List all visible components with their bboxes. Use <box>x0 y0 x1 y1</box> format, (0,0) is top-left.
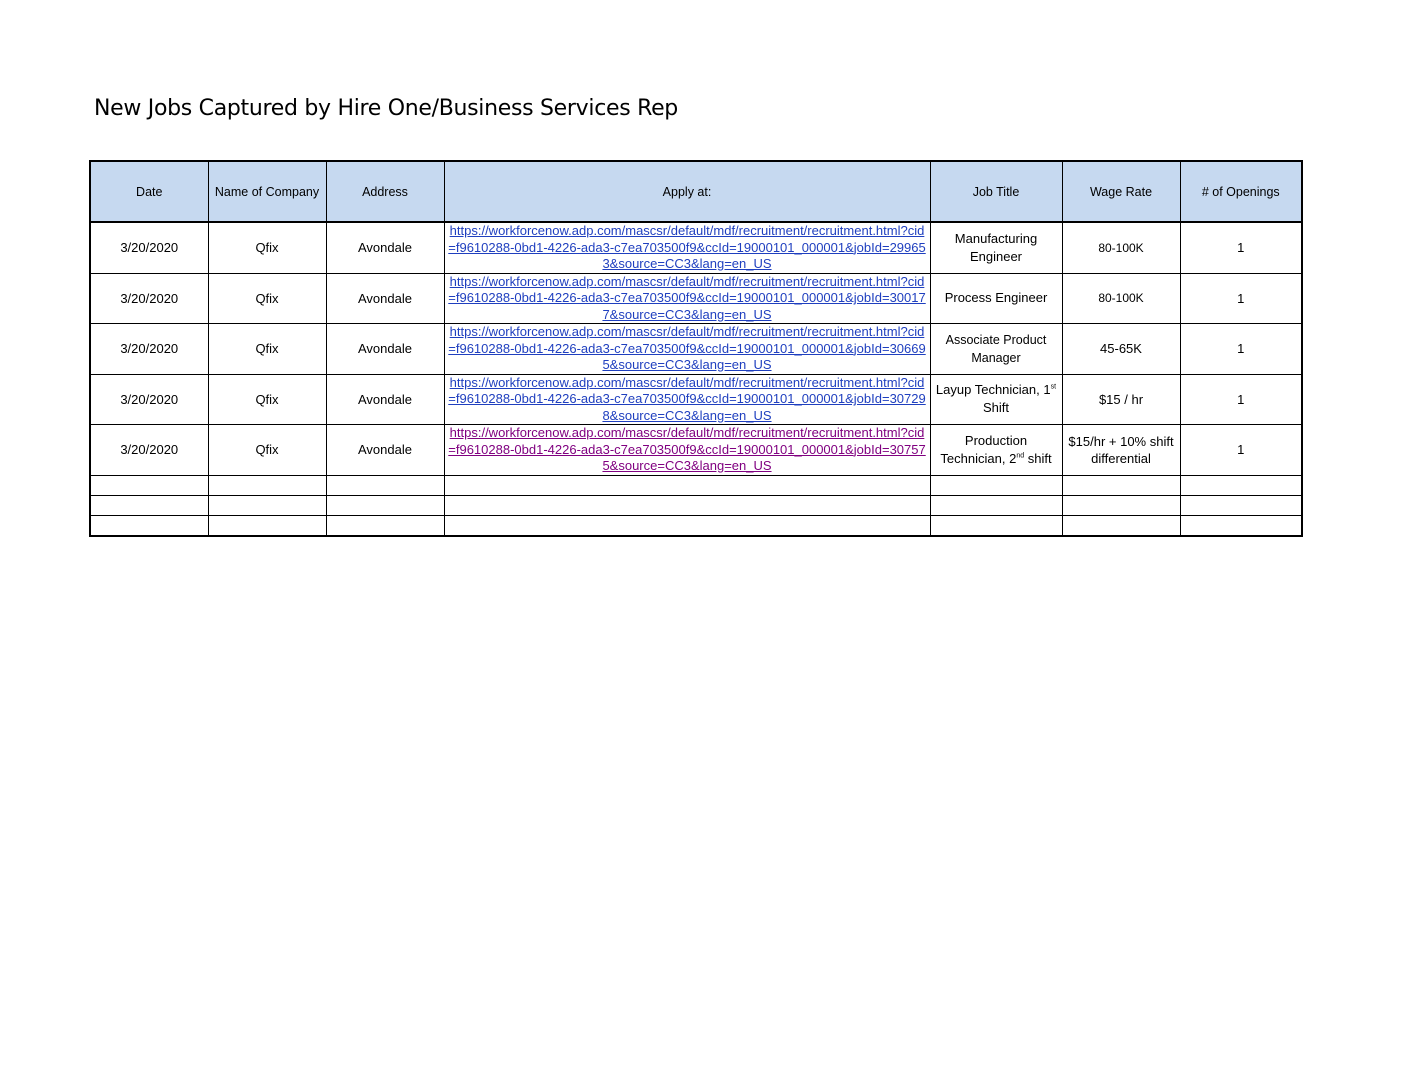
address-cell: Avondale <box>326 425 444 476</box>
empty-cell <box>1062 515 1180 536</box>
empty-cell <box>90 475 208 495</box>
header-date: Date <box>90 161 208 222</box>
empty-cell <box>1180 495 1302 515</box>
empty-cell <box>326 475 444 495</box>
job-title-ordinal: nd <box>1016 452 1025 460</box>
company-cell: Qfix <box>208 425 326 476</box>
company-cell: Qfix <box>208 222 326 273</box>
table-row <box>90 374 1302 425</box>
header-job-title: Job Title <box>930 161 1062 222</box>
date-cell: 3/20/2020 <box>90 324 208 375</box>
wage-cell: 80-100K <box>1062 273 1180 324</box>
header-address: Address <box>326 161 444 222</box>
address-cell: Avondale <box>326 222 444 273</box>
job-title-cell <box>930 425 1062 476</box>
openings-cell: 1 <box>1180 222 1302 273</box>
empty-cell <box>90 515 208 536</box>
apply-link[interactable]: https://workforcenow.adp.com/mascsr/default/mdf/recruitment/recruitment.html?cid=f9610288-0bd1-4226-ada3-c7ea703500f9&ccId=19000101_000001&jobId=306695&source=CC3&lang=en_US <box>448 324 926 372</box>
jobs-table <box>89 160 1303 537</box>
empty-cell <box>1062 495 1180 515</box>
openings-cell: 1 <box>1180 374 1302 425</box>
empty-cell <box>1180 515 1302 536</box>
openings-cell: 1 <box>1180 324 1302 375</box>
date-cell: 3/20/2020 <box>90 222 208 273</box>
address-cell: Avondale <box>326 273 444 324</box>
empty-cell <box>1180 475 1302 495</box>
company-cell: Qfix <box>208 374 326 425</box>
header-wage: Wage Rate <box>1062 161 1180 222</box>
table-row <box>90 324 1302 375</box>
apply-cell <box>444 324 930 375</box>
apply-cell <box>444 222 930 273</box>
empty-cell <box>444 475 930 495</box>
empty-cell <box>90 495 208 515</box>
job-title-cell: Process Engineer <box>930 273 1062 324</box>
job-title-text: Production Technician, 2 <box>940 432 1028 466</box>
date-cell: 3/20/2020 <box>90 374 208 425</box>
company-cell: Qfix <box>208 324 326 375</box>
empty-cell <box>444 515 930 536</box>
wage-cell: 45-65K <box>1062 324 1180 375</box>
empty-cell <box>930 495 1062 515</box>
apply-link[interactable]: https://workforcenow.adp.com/mascsr/default/mdf/recruitment/recruitment.html?cid=f9610288-0bd1-4226-ada3-c7ea703500f9&ccId=19000101_000001&jobId=307298&source=CC3&lang=en_US <box>448 374 926 423</box>
empty-row <box>90 495 1302 515</box>
empty-cell <box>326 495 444 515</box>
apply-link[interactable]: https://workforcenow.adp.com/mascsr/default/mdf/recruitment/recruitment.html?cid=f9610288-0bd1-4226-ada3-c7ea703500f9&ccId=19000101_000001&jobId=307575&source=CC3&lang=en_US <box>448 425 926 473</box>
header-apply: Apply at: <box>444 161 930 222</box>
job-title-cell: Manufacturing Engineer <box>930 222 1062 273</box>
table-row <box>90 273 1302 324</box>
apply-cell <box>444 273 930 324</box>
address-cell: Avondale <box>326 324 444 375</box>
address-cell: Avondale <box>326 374 444 425</box>
wage-cell: $15 / hr <box>1062 374 1180 425</box>
company-cell: Qfix <box>208 273 326 324</box>
empty-cell <box>930 515 1062 536</box>
header-company: Name of Company <box>208 161 326 222</box>
job-title-ordinal: st <box>1050 383 1057 391</box>
job-title-cell <box>930 374 1062 425</box>
empty-cell <box>208 515 326 536</box>
empty-cell <box>930 475 1062 495</box>
table-row <box>90 425 1302 476</box>
openings-cell: 1 <box>1180 273 1302 324</box>
job-title-suffix: Shift <box>982 400 1009 416</box>
empty-row <box>90 475 1302 495</box>
wage-cell: 80-100K <box>1062 222 1180 273</box>
date-cell: 3/20/2020 <box>90 273 208 324</box>
header-openings: # of Openings <box>1180 161 1302 222</box>
empty-row <box>90 515 1302 536</box>
page-title: New Jobs Captured by Hire One/Business Services Rep <box>94 96 678 121</box>
empty-cell <box>1062 475 1180 495</box>
job-title-cell: Associate Product Manager <box>930 324 1062 375</box>
job-title-suffix: shift <box>1024 450 1052 466</box>
table-header-row <box>90 161 1302 222</box>
empty-cell <box>444 495 930 515</box>
wage-cell: $15/hr + 10% shift differential <box>1062 425 1180 476</box>
apply-cell <box>444 425 930 476</box>
openings-cell: 1 <box>1180 425 1302 476</box>
job-title-text: Layup Technician, 1 <box>935 382 1051 398</box>
empty-cell <box>326 515 444 536</box>
empty-cell <box>208 475 326 495</box>
apply-link[interactable]: https://workforcenow.adp.com/mascsr/default/mdf/recruitment/recruitment.html?cid=f9610288-0bd1-4226-ada3-c7ea703500f9&ccId=19000101_000001&jobId=299653&source=CC3&lang=en_US <box>448 223 926 271</box>
table-row <box>90 222 1302 273</box>
date-cell: 3/20/2020 <box>90 425 208 476</box>
empty-cell <box>208 495 326 515</box>
apply-cell <box>444 374 930 425</box>
apply-link[interactable]: https://workforcenow.adp.com/mascsr/default/mdf/recruitment/recruitment.html?cid=f9610288-0bd1-4226-ada3-c7ea703500f9&ccId=19000101_000001&jobId=300177&source=CC3&lang=en_US <box>448 273 926 322</box>
